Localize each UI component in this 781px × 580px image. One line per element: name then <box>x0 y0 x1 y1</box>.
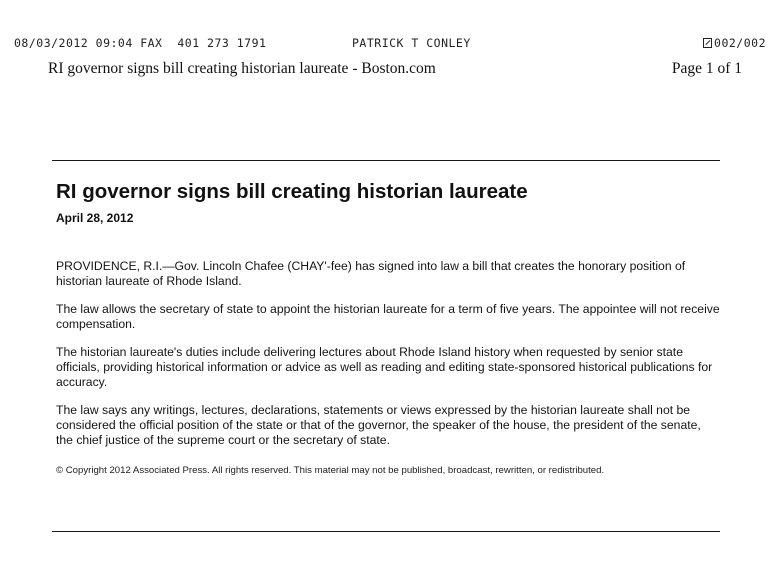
article-date: April 28, 2012 <box>56 211 134 225</box>
fax-time: 08/03/2012 09:04 FAX <box>14 36 163 50</box>
article-body <box>56 259 720 448</box>
fax-header <box>14 36 766 52</box>
top-divider <box>52 160 720 161</box>
article-paragraph: The historian laureate's duties include delivering lectures about Rhode Island history when requested by senior state officials, providing historical information or advice as well as reading and editing state-sponsored historical publications for accuracy. <box>56 345 713 389</box>
article-headline: RI governor signs bill creating historian laureate <box>56 180 528 203</box>
article-paragraph: The law allows the secretary of state to appoint the historian laureate for a term of five years. The appointee will not receive compensation. <box>56 302 720 331</box>
fax-status-icon <box>703 38 712 48</box>
article <box>56 180 720 476</box>
fax-timestamp <box>14 36 266 50</box>
fax-page-count <box>703 36 766 50</box>
print-header <box>48 60 742 80</box>
article-paragraph: The law says any writings, lectures, declarations, statements or views expressed by the historian laureate shall not be considered the official position of the state or that of the governor, the speaker of the house, the president of the senate, the chief justice of the supreme court or the secretary of state. <box>56 403 701 447</box>
fax-page-count-label: 002/002 <box>714 36 766 50</box>
copyright-notice: © Copyright 2012 Associated Press. All rights reserved. This material may not be published, broadcast, rewritten, or redistributed. <box>56 465 605 476</box>
fax-number: 401 273 1791 <box>177 36 267 50</box>
article-paragraph: PROVIDENCE, R.I.—Gov. Lincoln Chafee (CHAY'-fee) has signed into law a bill that creates the honorary position of historian laureate of Rhode Island. <box>56 259 686 288</box>
fax-sender: PATRICK T CONLEY <box>352 36 471 50</box>
page-title: RI governor signs bill creating historian laureate - Boston.com <box>48 60 436 77</box>
bottom-divider <box>52 531 720 532</box>
page-number: Page 1 of 1 <box>671 60 742 77</box>
